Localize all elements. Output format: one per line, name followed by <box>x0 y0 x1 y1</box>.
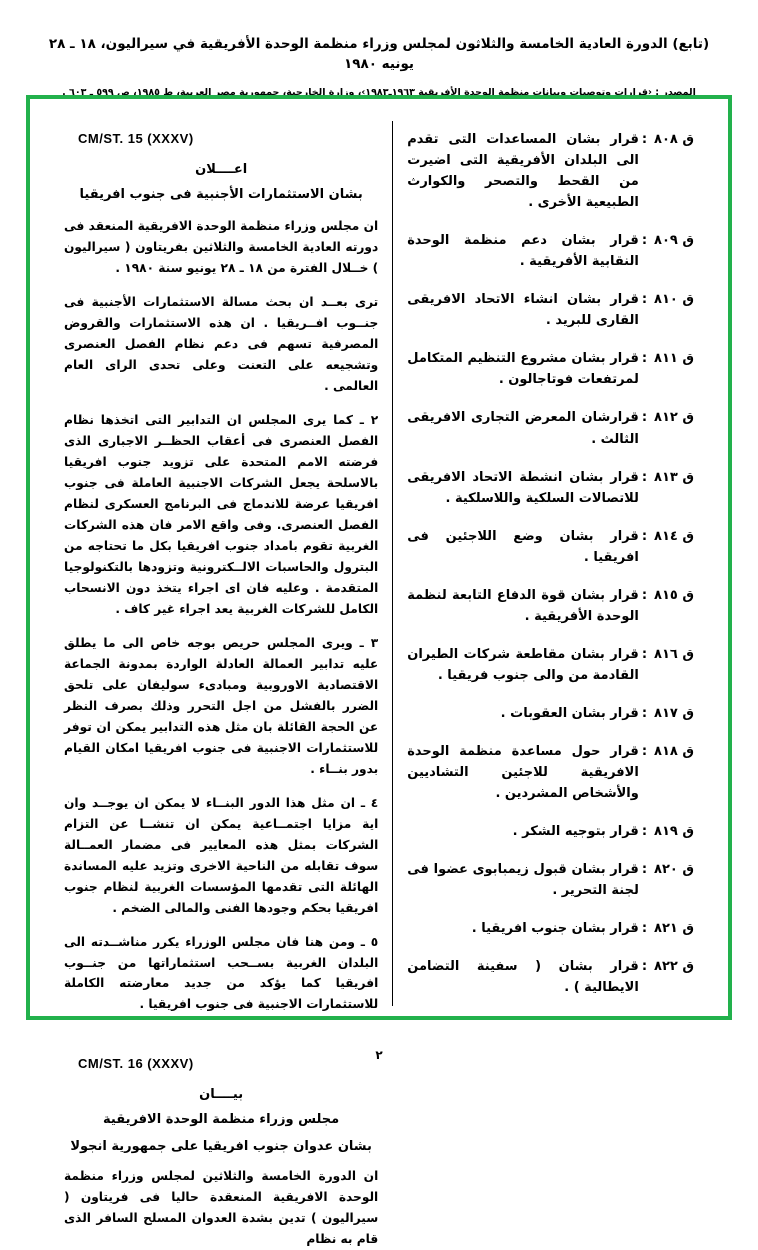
resolution-colon: : <box>641 824 648 840</box>
paragraph: ان مجلس وزراء منظمة الوحدة الافريقية المنعقد فى دورته العادية الخامسة والثلاثين بفريتاون ( سيراليون ) خــلال الفترة من ١٨ ـ ٢٨ يونيو سنة ١٩٨٠ . <box>64 219 379 275</box>
resolution-number: ق ٨٢١ <box>654 921 694 937</box>
paragraph: ٤ ـ ان مثل هذا الدور البنــاء لا يمكن ان يوجــد وان اية مزايا اجتمــاعية يمكن ان تنشــا عن التزام الشركات بمثل هذه المعايير فى مضمار العمــالة سوف تقابله من الناحية الاخرى وتزيد عليه المساندة الهائلة التى تقدمها المؤسسات الغربية لنظام جنوب افريقيا بحكم وجودها الفنى والمالى الضخم . <box>64 795 379 915</box>
paragraph: ٣ ـ ويرى المجلس حريص بوجه خاص الى ما يطلق عليه تدابير العمالة العادلة الواردة بمدونة الجماعة الاقتصادية الاوروبية ومبادىء سوليفان على تلحق الضرر بالفشل من اجل التحرر وذلك بصرف النظر عن الحجة القائلة بان مثل هذه التدابير يمكن ان توفر للاستثمارات الاجنبية فى جنوب افريقيا امكان القيام بدور بنــاء . <box>64 635 379 776</box>
resolution-colon: : <box>641 292 648 308</box>
page-header <box>0 0 758 100</box>
list-item <box>407 859 694 901</box>
resolution-colon: : <box>641 528 648 544</box>
statement-subheading-a: مجلس وزراء منظمة الوحدة الافريقية <box>103 1112 340 1128</box>
list-item <box>407 918 694 939</box>
resolution-text: قرار بشان انشطة الاتحاد الافريقى للاتصالات السلكية واللاسلكية . <box>407 469 639 506</box>
list-item <box>407 585 694 627</box>
resolution-text: قرارشان المعرض التجارى الافريقى الثالث . <box>407 410 639 447</box>
page-number: ٢ <box>375 1048 383 1062</box>
resolution-colon: : <box>641 351 648 367</box>
document-code-2: CM/ST. 16 (XXXV) <box>78 1056 194 1072</box>
resolution-text: قرار بتوجيه الشكر . <box>512 824 639 840</box>
resolution-text: قرار بشان مشروع التنظيم المتكامل لمرتفعات فوتاجالون . <box>407 351 639 388</box>
resolution-number: ق ٨٠٩ <box>654 233 694 249</box>
resolution-number: ق ٨١٠ <box>654 292 694 308</box>
resolution-text: قرار بشان قوة الدفاع التابعة لنظمة الوحدة الأفريقية . <box>407 587 639 624</box>
list-item <box>407 644 694 686</box>
list-item <box>407 289 694 331</box>
statement-subheading-b: بشان عدوان جنوب افريقيا على جمهورية انجولا <box>70 1139 372 1155</box>
resolution-colon: : <box>641 410 648 426</box>
list-item <box>407 467 694 509</box>
resolution-colon: : <box>641 132 648 147</box>
header-title: (تابع) الدورة العادية الخامسة والثلاثون لمجلس وزراء منظمة الوحدة الأفريقية في سيراليون، ١٨ ـ ٢٨ يونيه ١٩٨٠ <box>48 36 710 73</box>
list-item <box>407 129 694 213</box>
resolution-text: قرار بشان وضع اللاجئين فى افريقيا . <box>407 528 639 565</box>
resolution-number: ق ٨١١ <box>654 351 694 367</box>
resolution-colon: : <box>641 469 648 485</box>
statement-heading: بيــــان <box>199 1087 244 1103</box>
resolution-number: ق ٨١٦ <box>654 646 694 662</box>
paragraph: ان الدورة الخامسة والثلاثين لمجلس وزراء منظمة الوحدة الافريقية المنعقدة حاليا فى فريتاون ( سيراليون ) تدين بشدة العدوان المسلح السافر الذى قام به نظام <box>64 1169 379 1247</box>
list-item <box>407 407 694 449</box>
resolution-number: ق ٨١٢ <box>654 410 694 426</box>
resolutions-column <box>392 121 710 1006</box>
resolution-number: ق ٨١٣ <box>654 469 694 485</box>
resolution-colon: : <box>641 233 648 249</box>
resolution-colon: : <box>641 862 648 878</box>
resolution-text: قرار بشان العقوبات . <box>500 705 639 721</box>
list-item <box>407 230 694 272</box>
resolution-text: قرار بشان دعم منظمة الوحدة النقابية الأفريقية . <box>407 233 639 270</box>
resolution-number: ق ٨١٤ <box>654 528 694 544</box>
paragraph: ٢ ـ كما يرى المجلس ان التدابير التى اتخذها نظام الفصل العنصرى فى أعقاب الحظــر الاجبارى الذى فرضته الامم المتحدة على تزويد جنوب افريقيا بالاسلحة يجعل الشركات الاجنبية العاملة فى جنوب افريقيا عرضة للاندماج فى البرنامج العسكرى لنظام الفصل العنصرى. وفى واقع الامر فان هذه الشركات الغربية تقوم بامداد جنوب افريقيا بكل ما تحتاجه من البترول والحاسبات الالــكترونية وتزودها بالتكنولوجيا المتقدمة . وعليه فان اى اجراء يتخذ دون الانسحاب الكامل للشركات الغربية يعد اجراء غير كاف . <box>64 412 379 616</box>
resolution-text: قرار بشان قبول زيمبابوى عضوا فى لجنة التحرير . <box>407 862 639 899</box>
resolution-number: ق ٨١٨ <box>654 743 694 759</box>
list-item <box>407 348 694 390</box>
list-item <box>407 821 694 842</box>
resolution-text: قرار حول مساعدة منظمة الوحدة الافريقية للاجئين التشاديين والأشخاص المشردين . <box>407 743 639 802</box>
paragraph: ٥ ـ ومن هنا فان مجلس الوزراء يكرر مناشــدته الى البلدان الغربية بســحب استثماراتها من جنــوب افريقيا كما يؤكد من جديد معارضته الكاملة للاستثمارات الاجنبية فى جنوب افريقيا . <box>64 934 379 1012</box>
paragraph: ترى بعــد ان بحث مسالة الاستثمارات الأجنبية فى جنــوب افــريقيا . ان هذه الاستثمارات والقروض المصرفية تسهم فى دعم نظام الفصل العنصرى وتشجيعه على التعنت وعلى تحدى الراى العام العالمى . <box>64 294 379 393</box>
resolution-colon: : <box>641 705 648 721</box>
content-frame <box>26 95 732 1247</box>
resolution-colon: : <box>641 959 648 975</box>
resolution-number: ق ٨٢٠ <box>654 862 694 878</box>
resolution-text: قرار بشان مقاطعة شركات الطيران القادمة من والى جنوب فريقيا . <box>407 646 639 683</box>
list-item <box>407 741 694 804</box>
resolution-colon: : <box>641 743 648 759</box>
list-item <box>407 526 694 568</box>
resolution-number: ق ٨١٧ <box>654 705 694 721</box>
declaration-subheading: بشان الاستثمارات الأجنبية فى جنوب افريقيا <box>79 187 363 202</box>
list-item <box>407 956 694 998</box>
resolution-text: قرار بشان انشاء الاتحاد الافريقى القارى للبريد . <box>407 292 639 329</box>
resolution-number: ق ٨٠٨ <box>654 132 694 147</box>
declaration-column <box>48 121 392 1247</box>
list-item <box>407 703 694 724</box>
resolution-colon: : <box>641 921 648 937</box>
resolution-text: قرار بشان ( سفينة التضامن الايطالية ) . <box>407 959 639 996</box>
resolution-number: ق ٨١٩ <box>654 824 694 840</box>
resolution-colon: : <box>641 646 648 662</box>
resolution-number: ق ٨٢٢ <box>654 959 694 975</box>
document-code-1: CM/ST. 15 (XXXV) <box>78 131 194 146</box>
declaration-heading: اعــــلان <box>195 162 248 177</box>
resolution-colon: : <box>641 587 648 603</box>
resolution-text: قرار بشان المساعدات التى تقدم الى البلدان الأفريقية التى اضيرت من القحط والتصحر والكوارث الطبيعية الأخرى . <box>407 132 639 211</box>
resolution-text: قرار بشان جنوب افريقيا . <box>471 921 639 937</box>
header-source: المصدر : ‹قرارات وتوصيات وبيانات منظمة الوحدة الأفريقية ١٩٦٣ـ١٩٨٣›، وزارة الخارجية، جمهورية مصر العربية، ط ١٩٨٥، ص ٥٩٩ ـ ٦٠٣ . <box>62 86 696 98</box>
resolution-number: ق ٨١٥ <box>654 587 694 603</box>
